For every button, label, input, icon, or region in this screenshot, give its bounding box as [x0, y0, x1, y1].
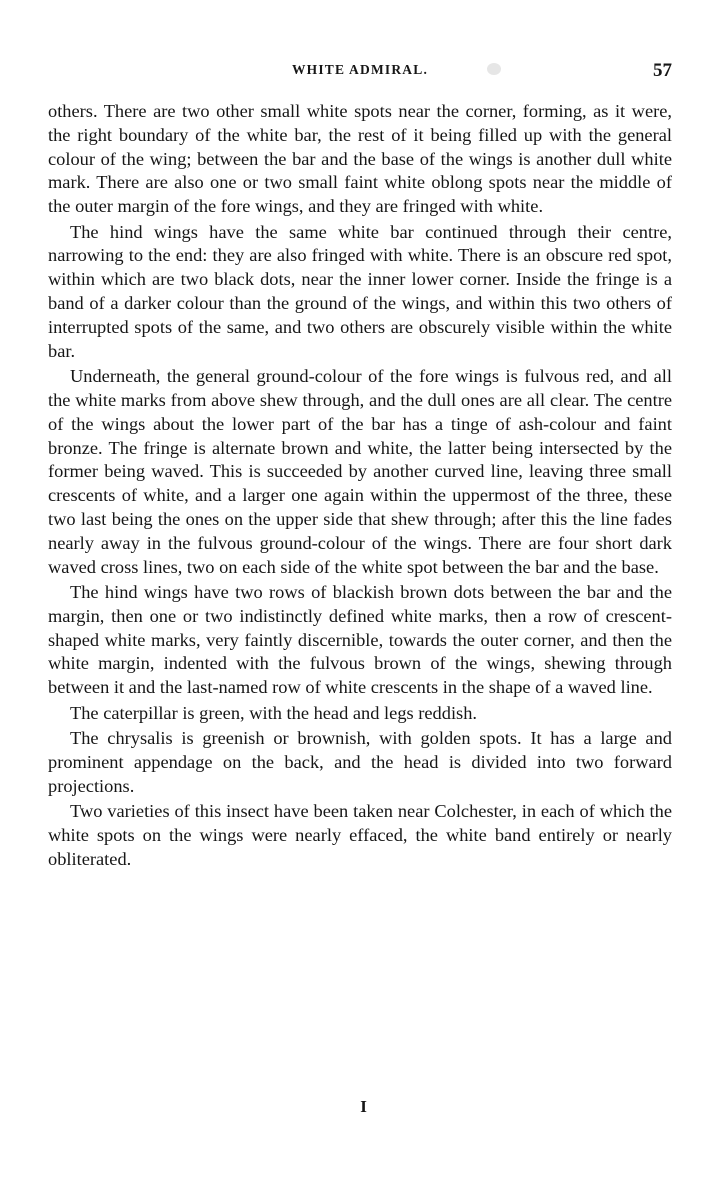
body-text [48, 100, 672, 873]
page-number: 57 [653, 60, 672, 81]
page-header [48, 61, 672, 85]
signature-mark: I [360, 1097, 367, 1116]
paragraph-caterpillar: The caterpillar is green, with the head and legs reddish. [70, 702, 478, 723]
paragraph-hind-wings-underside: The hind wings have two rows of blackish brown dots between the bar and the margin, then one or two indistinctly defined white marks, then a row of crescent-shaped white marks, very faintly discernible, towards the outer corner, and then the white margin, indented with the fulvous brown of the wings, shewing through between it and the last-named row of white crescents in the shape of a waved line. [48, 582, 672, 698]
paragraph-fore-wing-continuation: others. There are two other small white spots near the corner, forming, as it were, the right boundary of the white bar, the rest of it being filled up with the general colour of the wing; between the bar and the base of the wings is another dull white mark. There are also one or two small faint white oblong spots near the middle of the outer margin of the fore wings, and they are fringed with white. [48, 101, 672, 217]
running-title: WHITE ADMIRAL. [291, 62, 429, 77]
paragraph-chrysalis: The chrysalis is greenish or brownish, with golden spots. It has a large and prominent appendage on the back, and the head is divided into two forward projections. [48, 728, 672, 796]
paragraph-hind-wings-upper: The hind wings have the same white bar continued through their centre, narrowing to the end: they are also fringed with white. There is an obscure red spot, within which are two black dots, near the inner lower corner. Inside the fringe is a band of a darker colour than the ground of the wings, and within this two others of interrupted spots of the same, and two others are obscurely visible within the white bar. [48, 221, 672, 361]
paragraph-underneath-fore-wings: Underneath, the general ground-colour of the fore wings is fulvous red, and all the white marks from above shew through, and the dull ones are all clear. The centre of the wings about the lower part of the bar has a tinge of ash-colour and faint bronze. The fringe is alternate brown and white, the latter being intersected by the former being waved. This is succeeded by another curved line, leaving three small crescents of white, and a larger one again within the uppermost of the three, these two last being the ones on the upper side that shew through; after this the line fades nearly away in the fulvous ground-colour of the wings. There are four short dark waved cross lines, two on each side of the white spot between the bar and the base. [48, 366, 672, 577]
paragraph-colchester-varieties: Two varieties of this insect have been taken near Colchester, in each of which the white spots on the wings were nearly effaced, the white band entirely or nearly obliterated. [48, 801, 672, 869]
